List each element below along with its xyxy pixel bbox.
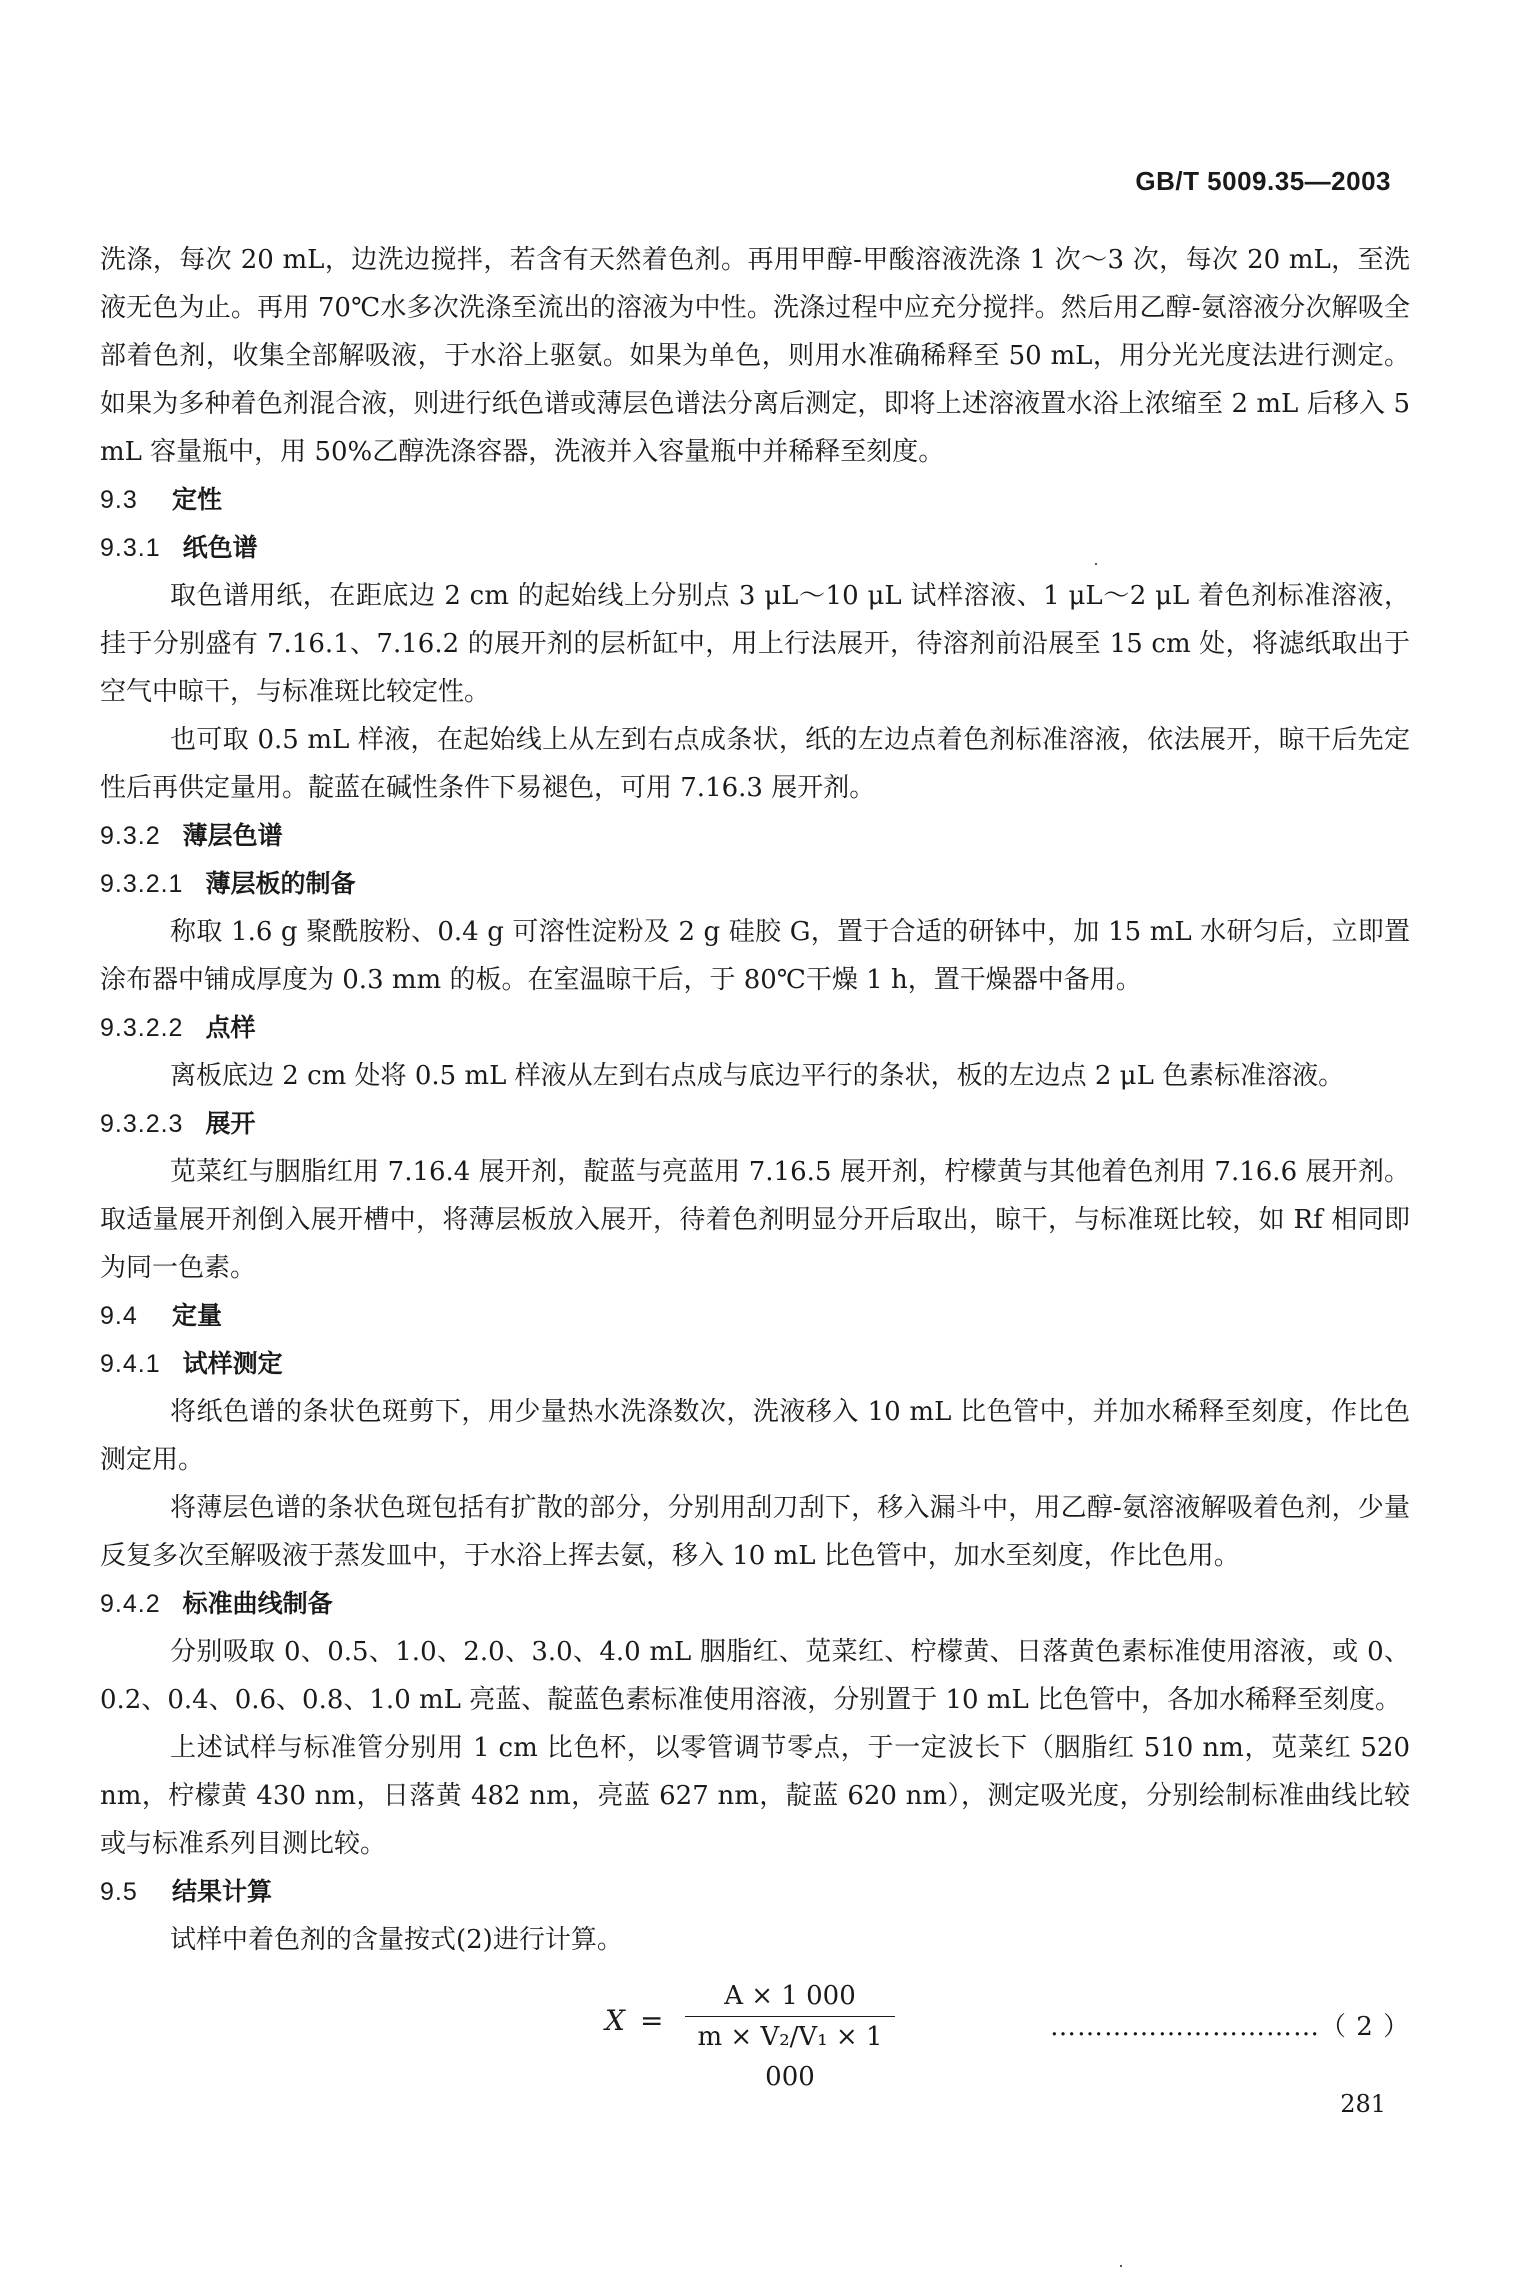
section-number: 9.4: [100, 1302, 138, 1330]
section-title: 展开: [205, 1109, 256, 1138]
section-heading-9-3-2-3: [100, 1100, 1410, 1148]
section-heading-9-4-2: [100, 1580, 1410, 1628]
paragraph: 洗涤，每次 20 mL，边洗边搅拌，若含有天然着色剂。再用甲醇-甲酸溶液洗涤 1 次～3 次，每次 20 mL，至洗液无色为止。再用 70℃水多次洗涤至流出的溶液为中性。洗涤过程中应充分搅拌。然后用乙醇-氨溶液分次解吸全部着色剂，收集全部解吸液，于水浴上驱氨。如果为单色，则用水准确稀释至 50 mL，用分光光度法进行测定。如果为多种着色剂混合液，则进行纸色谱或薄层色谱法分离后测定，即将上述溶液置水浴上浓缩至 2 mL 后移入 5 mL 容量瓶中，用 50%乙醇洗涤容器，洗液并入容量瓶中并稀释至刻度。: [100, 245, 1410, 467]
section-number: 9.3: [100, 486, 138, 514]
section-heading-9-4: [100, 1292, 1410, 1340]
page-number: 281: [1340, 2090, 1386, 2118]
section-heading-9-3-2: [100, 812, 1410, 860]
section-heading-9-3-1: [100, 524, 1410, 572]
page-body: [100, 236, 1411, 2092]
section-heading-9-5: [100, 1868, 1410, 1916]
formula-denominator: m × V₂/V₁ × 1 000: [697, 2022, 883, 2092]
section-heading-9-3-2-1: [100, 860, 1410, 908]
paragraph: 离板底边 2 cm 处将 0.5 mL 样液从左到右点成与底边平行的条状，板的左边点 2 μL 色素标准溶液。: [170, 1061, 1345, 1091]
section-number: 9.3.2.2: [100, 1014, 184, 1042]
section-title: 定性: [172, 485, 223, 514]
paragraph: 将薄层色谱的条状色斑包括有扩散的部分，分别用刮刀刮下，移入漏斗中，用乙醇-氨溶液解吸着色剂，少量反复多次至解吸液于蒸发皿中，于水浴上挥去氨，移入 10 mL 比色管中，加水至刻度，作比色用。: [100, 1493, 1410, 1571]
section-number: 9.3.2: [100, 822, 161, 850]
paragraph: 称取 1.6 g 聚酰胺粉、0.4 g 可溶性淀粉及 2 g 硅胶 G，置于合适的研钵中，加 15 mL 水研匀后，立即置涂布器中铺成厚度为 0.3 mm 的板。在室温晾干后，于 80℃干燥 1 h，置干燥器中备用。: [100, 917, 1410, 995]
section-number: 9.3.2.1: [100, 870, 184, 898]
section-heading-9-3-2-2: [100, 1004, 1410, 1052]
section-title: 薄层色谱: [182, 821, 283, 850]
section-title: 试样测定: [182, 1349, 283, 1378]
section-title: 纸色谱: [182, 533, 258, 562]
paragraph: 上述试样与标准管分别用 1 cm 比色杯，以零管调节零点，于一定波长下（胭脂红 510 nm，苋菜红 520 nm，柠檬黄 430 nm，日落黄 482 nm，亮蓝 627 nm，靛蓝 620 nm），测定吸光度，分别绘制标准曲线比较或与标准系列目测比较。: [100, 1733, 1410, 1859]
section-title: 点样: [205, 1013, 256, 1042]
scan-speck: [1120, 2265, 1122, 2267]
formula-lhs: X: [605, 2004, 625, 2037]
section-title: 薄层板的制备: [205, 869, 356, 898]
section-heading-9-3: [100, 476, 1410, 524]
section-heading-9-4-1: [100, 1340, 1410, 1388]
formula-reference: …………………………（ 2 ）: [1050, 2012, 1411, 2042]
paragraph: 苋菜红与胭脂红用 7.16.4 展开剂，靛蓝与亮蓝用 7.16.5 展开剂，柠檬黄与其他着色剂用 7.16.6 展开剂。取适量展开剂倒入展开槽中，将薄层板放入展开，待着色剂明显分开后取出，晾干，与标准斑比较，如 Rf 相同即为同一色素。: [100, 1157, 1410, 1283]
section-number: 9.3.2.3: [100, 1110, 184, 1138]
section-number: 9.5: [100, 1878, 138, 1906]
section-number: 9.3.1: [100, 534, 161, 562]
formula-numerator: A × 1 000: [685, 1978, 895, 2017]
paragraph: 也可取 0.5 mL 样液，在起始线上从左到右点成条状，纸的左边点着色剂标准溶液，依法展开，晾干后先定性后再供定量用。靛蓝在碱性条件下易褪色，可用 7.16.3 展开剂。: [100, 725, 1410, 803]
section-title: 标准曲线制备: [182, 1589, 333, 1618]
section-title: 结果计算: [172, 1877, 273, 1906]
formula-fraction: [685, 1978, 895, 2097]
formula-equals: =: [640, 2004, 664, 2037]
section-number: 9.4.2: [100, 1590, 161, 1618]
paragraph: 分别吸取 0、0.5、1.0、2.0、3.0、4.0 mL 胭脂红、苋菜红、柠檬黄、日落黄色素标准使用溶液，或 0、0.2、0.4、0.6、0.8、1.0 mL 亮蓝、靛蓝色素标准使用溶液，分别置于 10 mL 比色管中，各加水稀释至刻度。: [100, 1637, 1410, 1715]
paragraph: 试样中着色剂的含量按式(2)进行计算。: [170, 1925, 623, 1955]
section-title: 定量: [172, 1301, 223, 1330]
paragraph: 取色谱用纸，在距底边 2 cm 的起始线上分别点 3 μL～10 μL 试样溶液、1 μL～2 μL 着色剂标准溶液，挂于分别盛有 7.16.1、7.16.2 的展开剂的层析缸中，用上行法展开，待溶剂前沿展至 15 cm 处，将滤纸取出于空气中晾干，与标准斑比较定性。: [100, 581, 1410, 707]
paragraph: 将纸色谱的条状色斑剪下，用少量热水洗涤数次，洗液移入 10 mL 比色管中，并加水稀释至刻度，作比色测定用。: [100, 1397, 1410, 1475]
formula-2: [100, 1974, 1411, 2092]
section-number: 9.4.1: [100, 1350, 161, 1378]
scan-speck: [1095, 563, 1097, 565]
standard-number: GB/T 5009.35—2003: [1135, 166, 1391, 196]
